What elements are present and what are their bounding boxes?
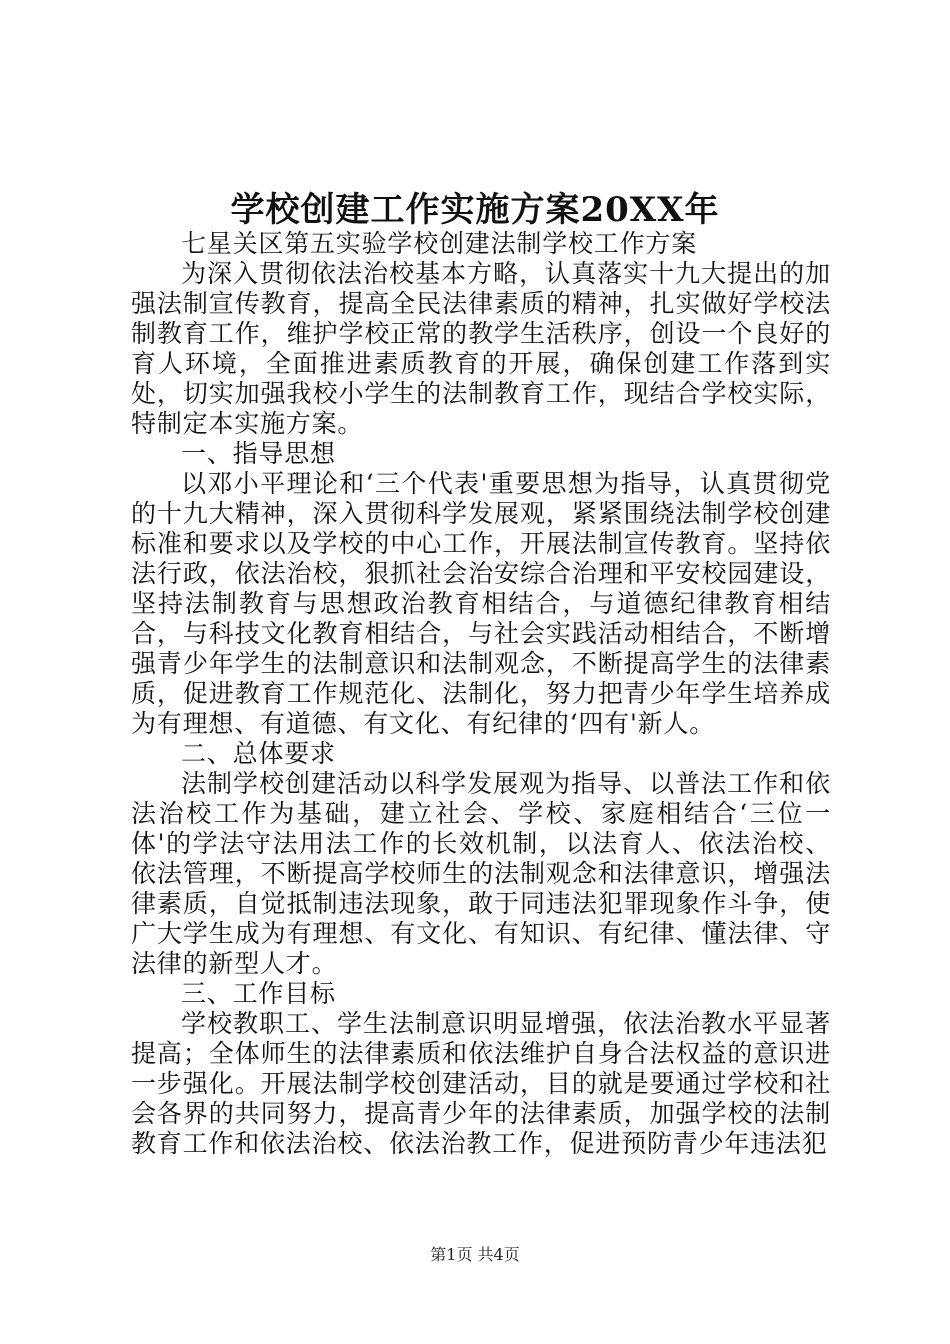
paragraph-intro: 为深入贯彻依法治校基本方略，认真落实十九大提出的加强法制宣传教育，提高全民法律素质的精神，扎实做好学校法制教育工作，维护学校正常的教学生活秩序，创设一个良好的育人环境，全面推进素质教育的开展，确保创建工作落到实处，切实加强我校小学生的法制教育工作，现结合学校实际，特制定本实施方案。 xyxy=(131,259,831,438)
paragraph-guiding-ideology: 以邓小平理论和‘三个代表'重要思想为指导，认真贯彻党的十九大精神，深入贯彻科学发展观，紧紧围绕法制学校创建标准和要求以及学校的中心工作，开展法制宣传教育。坚持依法行政，依法治校，狠抓社会治安综合治理和平安校园建设，坚持法制教育与思想政治教育相结合，与道德纪律教育相结合，与科技文化教育相结合，与社会实践活动相结合，不断增强青少年学生的法制意识和法制观念，不断提高学生的法律素质，促进教育工作规范化、法制化，努力把青少年学生培养成为有理想、有道德、有文化、有纪律的‘四有'新人。 xyxy=(131,469,831,738)
paragraph-work-goals: 学校教职工、学生法制意识明显增强，依法治教水平显著提高；全体师生的法律素质和依法维护自身合法权益的意识进一步强化。开展法制学校创建活动，目的就是要通过学校和社会各界的共同努力，提高青少年的法律素质，加强学校的法制教育工作和依法治校、依法治教工作，促进预防青少年违法犯 xyxy=(131,1009,831,1158)
document-body xyxy=(131,229,831,1159)
section-heading-guiding-ideology: 一、指导思想 xyxy=(181,439,336,468)
document-subtitle: 七星关区第五实验学校创建法制学校工作方案 xyxy=(181,229,698,258)
paragraph-general-requirements: 法制学校创建活动以科学发展观为指导、以普法工作和依法治校工作为基础，建立社会、学校、家庭相结合‘三位一体'的学法守法用法工作的长效机制，以法育人、依法治校、依法管理，不断提高学校师生的法制观念和法律意识，增强法律素质，自觉抵制违法现象，敢于同违法犯罪现象作斗争，使广大学生成为有理想、有文化、有知识、有纪律、懂法律、守法律的新型人才。 xyxy=(131,769,831,978)
page-number-footer: 第1页 共4页 xyxy=(430,1245,520,1264)
section-heading-work-goals: 三、工作目标 xyxy=(181,979,336,1008)
document-title: 学校创建工作实施方案20XX年 xyxy=(230,190,720,230)
section-heading-general-requirements: 二、总体要求 xyxy=(181,739,336,768)
